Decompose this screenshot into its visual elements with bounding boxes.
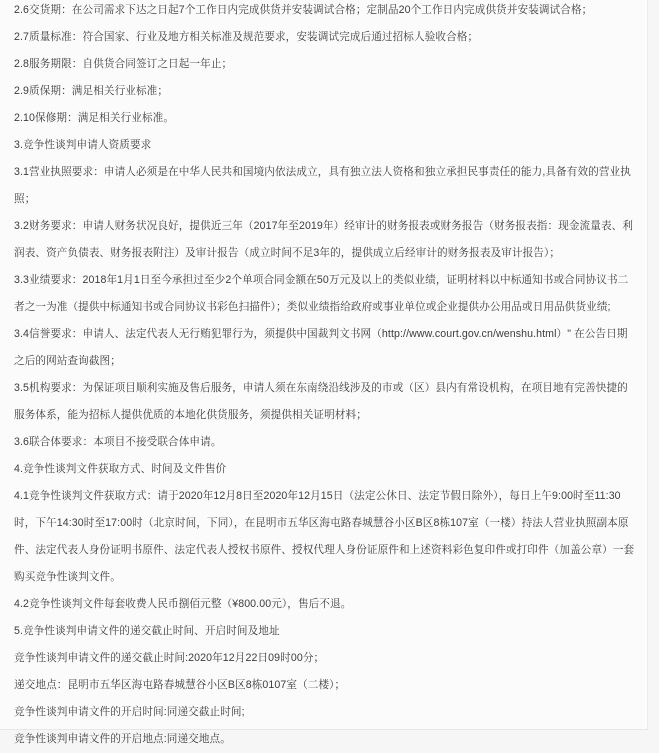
- notice-paragraph-deadline-time: 竞争性谈判申请文件的递交截止时间:2020年12月22日09时00分；: [14, 652, 325, 664]
- notice-heading-qualification-requirements: 3.竞争性谈判申请人资质要求: [14, 139, 152, 151]
- notice-paragraph-quality-standard: 2.7质量标准：符合国家、行业及地方相关标准及规范要求，安装调试完成后通过招标人验收合格；: [14, 31, 479, 43]
- notice-heading-submission-deadline: 5.竞争性谈判申请文件的递交截止时间、开启时间及地址: [14, 625, 280, 637]
- notice-paragraph-performance-requirements: 3.3业绩要求：2018年1月1日至今承担过至少2个单项合同金额在50万元及以上的类似业绩，证明材料以中标通知书或合同协议书二者之一为准（提供中标通知书或合同协议书彩色扫描件）；类似业绩指给政府或事业单位或企业提供办公用品或日用品供货业绩;: [14, 274, 629, 313]
- notice-paragraph-repair-period: 2.10保修期：满足相关行业标准。: [14, 112, 175, 124]
- notice-paragraph-submission-address: 递交地点：昆明市五华区海屯路春城慧谷小区B区8栋0107室（二楼）；: [14, 679, 346, 691]
- notice-paragraph-warranty-period: 2.9质保期：满足相关行业标准；: [14, 85, 169, 97]
- notice-paragraph-document-fee: 4.2竞争性谈判文件每套收费人民币捌佰元整（¥800.00元），售后不退。: [14, 598, 352, 610]
- notice-heading-document-acquisition: 4.竞争性谈判文件获取方式、时间及文件售价: [14, 463, 227, 475]
- notice-paragraph-opening-time: 竞争性谈判申请文件的开启时间:同递交截止时间;: [14, 706, 245, 718]
- notice-paragraph-organization-requirements: 3.5机构要求：为保证项目顺利实施及售后服务，申请人须在东南绕沿线涉及的市或（区）县内有常设机构，在项目地有完善快捷的服务体系，能为招标人提供优质的本地化供货服务，须提供相关证明材料；: [14, 382, 628, 421]
- notice-paragraph-delivery-period: 2.6交货期：在公司需求下达之日起7个工作日内完成供货并安装调试合格；定制品20个工作日内完成供货并安装调试合格；: [14, 4, 593, 16]
- notice-paragraph-credit-requirements: 3.4信誉要求：申请人、法定代表人无行贿犯罪行为，须提供中国裁判文书网（http://www.court.gov.cn/wenshu.html）" 在公告日期之后的网站查询截图；: [14, 328, 628, 367]
- notice-paragraph-opening-location: 竞争性谈判申请文件的开启地点:同递交地点。: [14, 733, 231, 745]
- notice-paragraph-consortium-requirements: 3.6联合体要求：本项目不接受联合体申请。: [14, 436, 222, 448]
- notice-paragraph-financial-requirements: 3.2财务要求：申请人财务状况良好，提供近三年（2017年至2019年）经审计的财务报表或财务报告（财务报表指：现金流量表、利润表、资产负债表、财务报表附注）及审计报告（成立时间不足3年的，提供成立后经审计的财务报表及审计报告）；: [14, 220, 634, 259]
- notice-body: [14, 0, 635, 753]
- notice-paragraph-business-license: 3.1营业执照要求：申请人必须是在中华人民共和国境内依法成立，具有独立法人资格和独立承担民事责任的能力,具备有效的营业执照；: [14, 166, 631, 205]
- notice-paragraph-acquisition-method: 4.1竞争性谈判文件获取方式：请于2020年12月8日至2020年12月15日（法定公休日、法定节假日除外），每日上午9:00时至11:30时，下午14:30时至17:00时（北京时间，下同），在昆明市五华区海屯路春城慧谷小区B区8栋107室（一楼）持法人营业执照副本原件、法定代表人身份证明书原件、法定代表人授权书原件、授权代理人身份证原件和上述资料彩色复印件或打印件（加盖公章）一套购买竞争性谈判文件。: [14, 490, 635, 583]
- notice-paragraph-service-period: 2.8服务期限：自供货合同签订之日起一年止；: [14, 58, 233, 70]
